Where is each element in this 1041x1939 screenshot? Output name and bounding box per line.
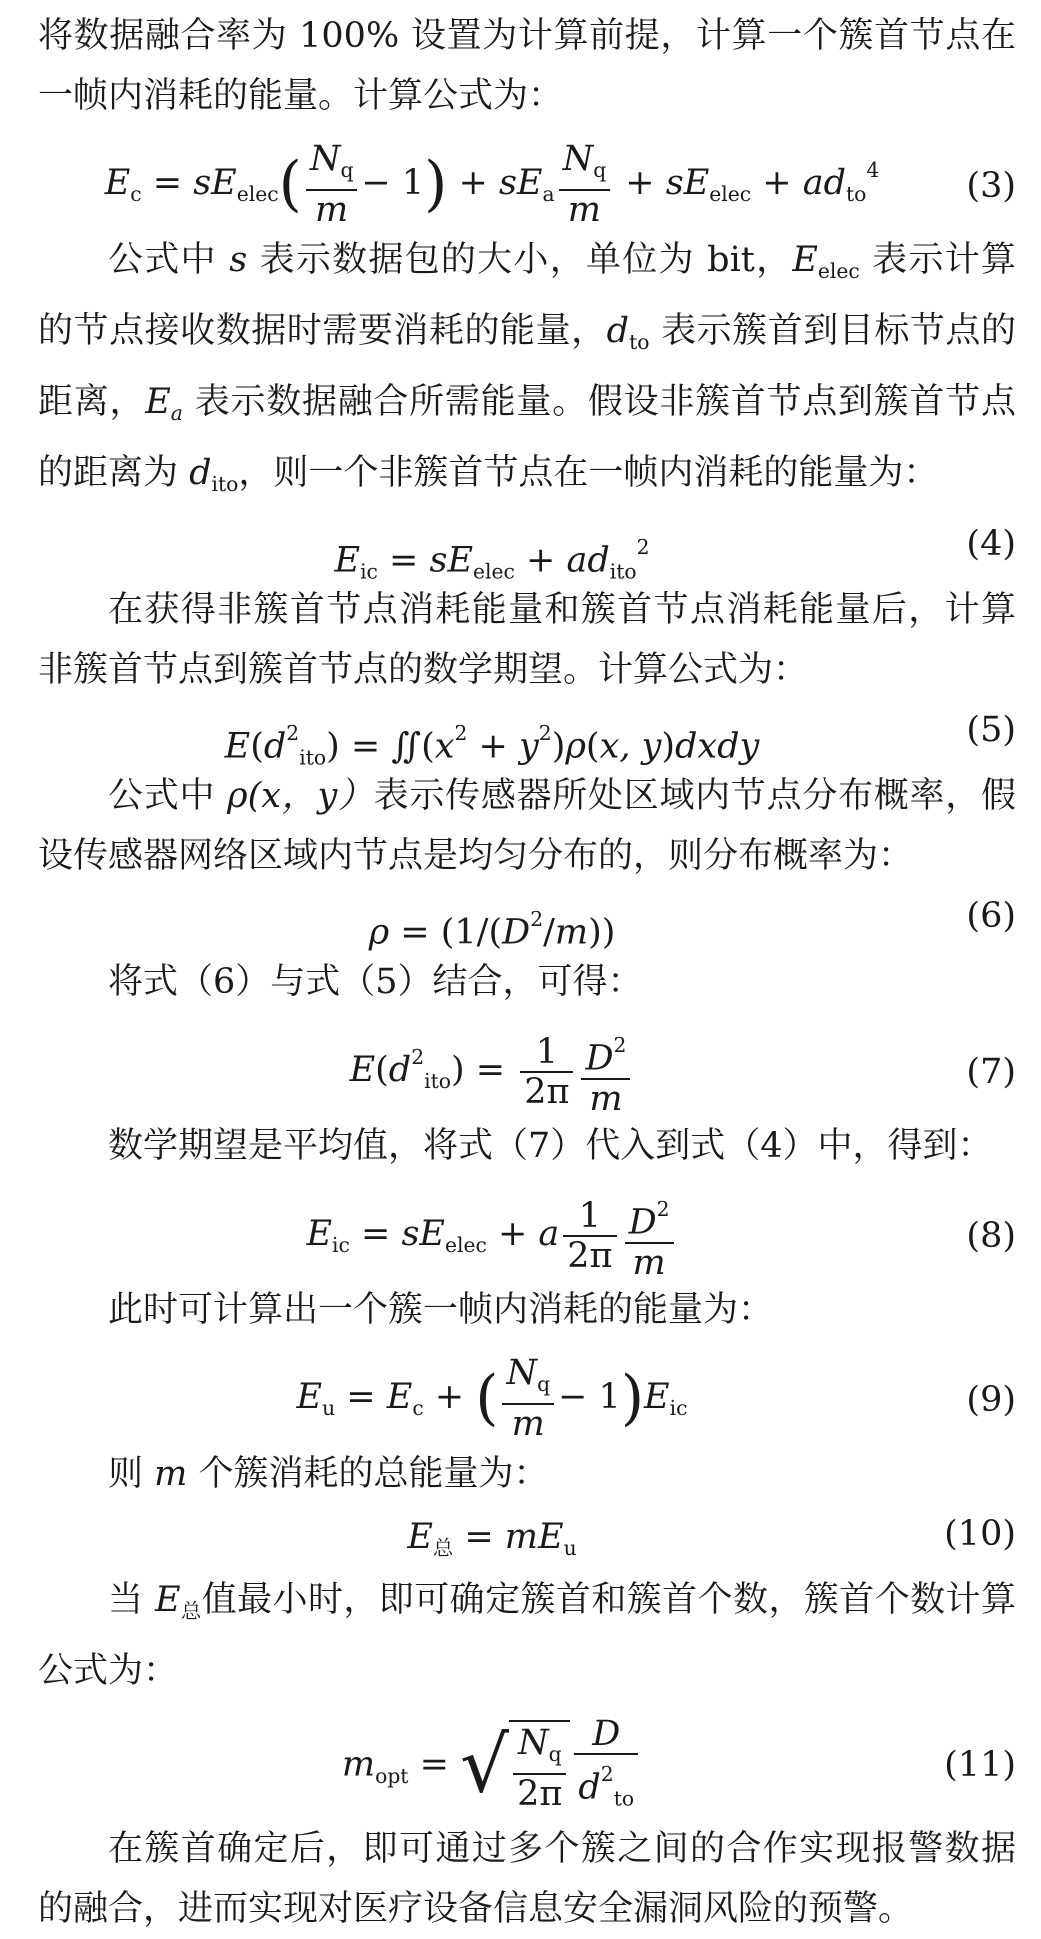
paragraph-7: 此时可计算出一个簇一帧内消耗的能量为： — [108, 1290, 774, 1331]
equation-number: (3) — [966, 166, 1016, 206]
equation-11 — [38, 1705, 1016, 1815]
equation-10-body: $E_总 = mE_u$ — [407, 1517, 577, 1561]
equation-8 — [38, 1180, 1016, 1283]
equation-7-body: $E(d^2_{ito})$ = $\frac{1}{2\pi}$ $\frac{D^2}{m}$ — [38, 1026, 946, 1117]
paragraph-1: 将数据融合率为 100% 设置为计算前提，计算一个簇首节点在一帧内消耗的能量。计算公式为： — [38, 16, 1016, 116]
paragraph-2: 公式中 s 表示数据包的大小，单位为 bit，$E_{elec}$ 表示计算的节点接收数据时需要消耗的能量，$d_{to}$ 表示簇首到目标节点的距离，$E_a$ 表示数据融合所需能量。假设非簇首节点到簇首节点的距离为 $d_{ito}$，则一个非簇首节点在一帧内消耗的能量为： — [38, 240, 1016, 497]
equation-6 — [38, 890, 1016, 953]
equation-9-body: $E_u = E_c$ + ( $\frac{N_q}{m}$ − $1)E_{ic}$ — [296, 1353, 688, 1445]
paragraph-4: 公式中 ρ(x，y）表示传感器所处区域内节点分布概率，假设传感器网络区域内节点是均匀分布的，则分布概率为： — [38, 776, 1016, 877]
equation-3-body: $E_c = sE_{elec}$( $\frac{N_q}{m}$ − $1) + sE_a$ $\frac{N_q}{m}$ + $sE_{elec} + ad_{to}^4$ — [104, 139, 880, 231]
paragraph-8: 则 m 个簇消耗的总能量为： — [108, 1454, 549, 1495]
equation-number: (7) — [966, 1052, 1016, 1093]
equation-number: (6) — [966, 896, 1016, 937]
equation-4-body: $E_{ic} = sE_{elec} + ad_{ito}^2$ — [334, 535, 650, 584]
paragraph-9: 当 $E_总$值最小时，即可确定簇首和簇首个数，簇首个数计算公式为： — [38, 1580, 1016, 1692]
paragraph-6: 数学期望是平均值，将式（7）代入到式（4）中，得到： — [108, 1126, 993, 1167]
equation-number: (5) — [966, 710, 1016, 751]
paragraph-3: 在获得非簇首节点消耗能量和簇首节点消耗能量后，计算非簇首节点到簇首节点的数学期望。计算公式为： — [38, 590, 1016, 691]
equation-number: (9) — [966, 1380, 1016, 1421]
paragraph-5: 将式（6）与式（5）结合，可得： — [108, 962, 643, 1003]
equation-number: (4) — [966, 524, 1016, 565]
equation-4 — [38, 518, 1016, 584]
equation-number: (10) — [944, 1514, 1016, 1555]
equation-11-body: $m_{opt}$ = √ $\frac{N_q}{2\pi}$ $\frac{D}{d^2_{to}}$ — [38, 1715, 946, 1817]
paragraph-10: 在簇首确定后，即可通过多个簇之间的合作实现报警数据的融合，进而实现对医疗设备信息安全漏洞风险的预警。 — [38, 1829, 1016, 1930]
paper-page — [38, 6, 1016, 1939]
equation-10 — [38, 1508, 1016, 1566]
equation-5 — [38, 704, 1016, 770]
equation-8-body: $E_{ic} = sE_{elec} + a$ $\frac{1}{2\pi}$ $\frac{D^2}{m}$ — [38, 1190, 946, 1281]
equation-number: (8) — [966, 1216, 1016, 1257]
equation-6-body: $\rho = (1/(D^2/m))$ — [368, 907, 616, 953]
equation-3 — [38, 130, 1016, 231]
equation-7 — [38, 1016, 1016, 1119]
equation-9 — [38, 1344, 1016, 1445]
equation-5-body: $E(d^2_{ito})$ = $∬(x^2 + y^2)\rho(x$, y)dxdy — [224, 721, 760, 770]
equation-number: (11) — [944, 1745, 1016, 1786]
